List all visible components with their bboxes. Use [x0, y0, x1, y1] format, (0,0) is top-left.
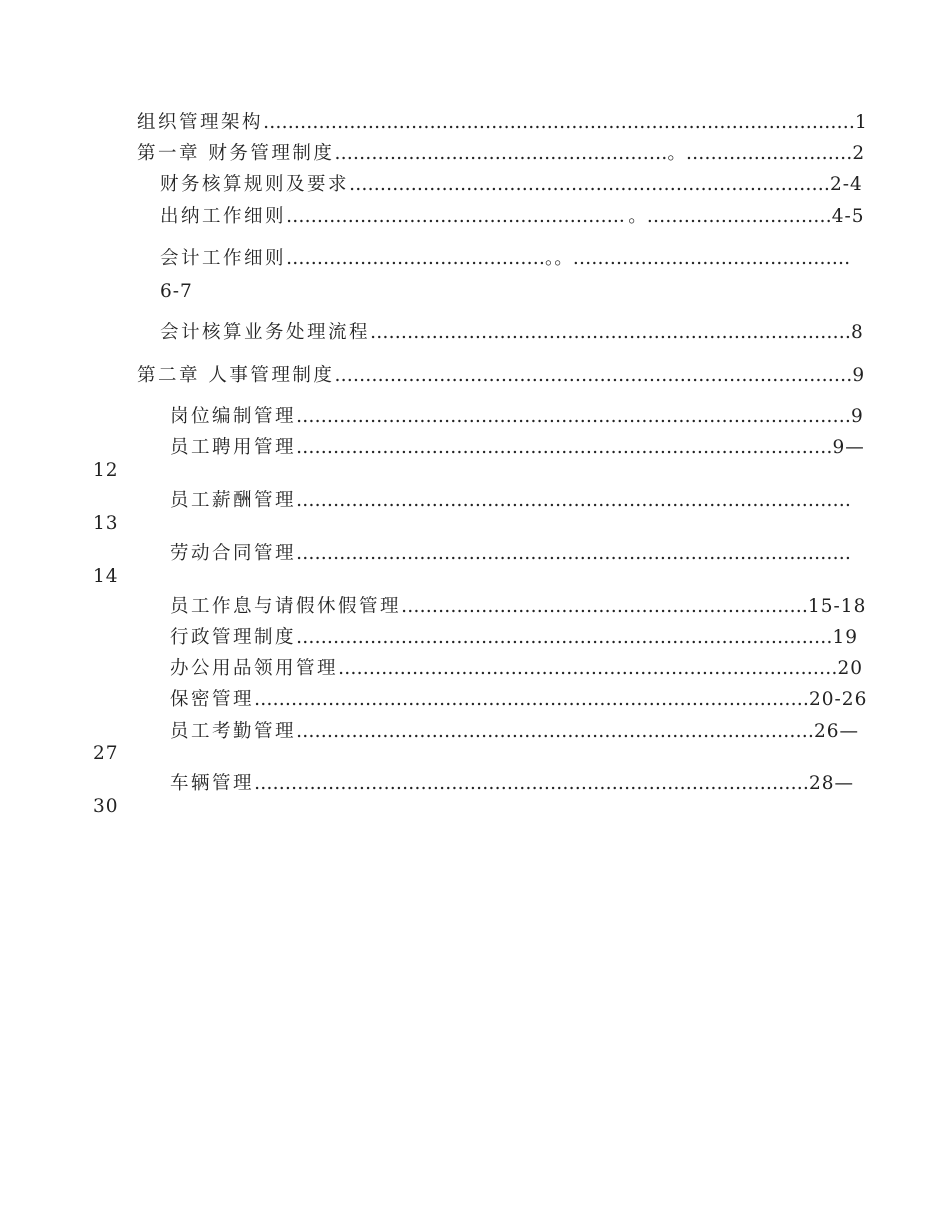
toc-entry-leader: ……………………………………………………………………………	[296, 627, 833, 648]
toc-entry-page-wrap: 27	[93, 743, 119, 764]
toc-entry-title: 会计核算业务处理流程	[160, 322, 371, 343]
toc-entry-leader: ………………………………………………………………………	[338, 658, 838, 679]
toc-entry-page: 20-26	[809, 689, 868, 710]
toc-entry-title: 员工聘用管理	[170, 437, 297, 458]
toc-entry-page-wrap: 12	[93, 460, 119, 481]
toc-entry-title: 员工薪酬管理	[170, 490, 297, 511]
toc-entry-leader: ……………………………………………………………………………………	[263, 112, 856, 133]
toc-entry-leader: …………………………………………………………………………	[334, 365, 853, 386]
toc-entry-leader: ………………………………………………………………………………	[296, 543, 852, 564]
toc-entry-title: 第一章 财务管理制度	[137, 143, 335, 164]
toc-entry-title: 第二章 人事管理制度	[137, 365, 335, 386]
toc-entry-page: 20	[837, 658, 864, 679]
toc-entry-leader: ……………………………………………………………………	[349, 174, 831, 195]
toc-entry[interactable]	[170, 543, 851, 565]
toc-entry[interactable]	[137, 112, 868, 134]
toc-entry-title: 会计工作细则	[160, 248, 287, 269]
toc-entry[interactable]	[160, 206, 865, 228]
toc-entry-title: 出纳工作细则	[160, 206, 287, 227]
toc-entry-leader: …………………………………………………………	[401, 596, 809, 617]
toc-entry[interactable]	[170, 490, 851, 512]
toc-entry-page: 1	[855, 112, 868, 133]
toc-entry[interactable]	[170, 596, 866, 618]
toc-entry-title: 办公用品领用管理	[170, 658, 339, 679]
toc-entry-page: 28—	[809, 773, 855, 794]
toc-entry-title: 保密管理	[170, 689, 255, 710]
toc-entry[interactable]	[170, 627, 858, 649]
toc-entry-page: 19	[832, 627, 859, 648]
toc-entry[interactable]	[170, 658, 863, 680]
toc-entry-page-wrap: 30	[93, 796, 119, 817]
toc-entry[interactable]	[170, 721, 859, 743]
toc-entry-page-wrap: 13	[93, 513, 119, 534]
toc-entry-leader: ………………………………………………………………………………	[254, 773, 810, 794]
toc-entry-leader: ……………………………………………………………………………	[296, 437, 833, 458]
toc-entry-leader: ………………………………………………………………………………	[254, 689, 810, 710]
toc-entry-title: 财务核算规则及要求	[160, 174, 350, 195]
toc-entry-leader: ……………………………………。。………………………………………	[286, 248, 851, 269]
toc-entry-leader: ………………………………………………………………………………	[296, 406, 852, 427]
toc-entry[interactable]	[170, 689, 867, 711]
toc-entry[interactable]	[137, 143, 865, 165]
toc-entry-page-wrap: 6-7	[160, 281, 193, 302]
toc-entry-title: 行政管理制度	[170, 627, 297, 648]
toc-entry[interactable]	[160, 174, 863, 196]
toc-entry-title: 车辆管理	[170, 773, 255, 794]
toc-entry-page: 4-5	[831, 206, 865, 227]
toc-entry[interactable]	[160, 248, 850, 270]
toc-entry-page: 15-18	[808, 596, 867, 617]
toc-entry-title: 组织管理架构	[137, 112, 264, 133]
toc-entry-leader: ……………………………………………………………………	[370, 322, 852, 343]
toc-entry-page: 8	[851, 322, 864, 343]
toc-entry-title: 员工作息与请假休假管理	[170, 596, 402, 617]
toc-entry-page: 2-4	[830, 174, 863, 195]
toc-entry[interactable]	[170, 406, 864, 428]
toc-entry[interactable]	[137, 365, 865, 387]
toc-entry[interactable]	[170, 773, 854, 795]
toc-entry-title: 劳动合同管理	[170, 543, 297, 564]
toc-entry-title: 岗位编制管理	[170, 406, 297, 427]
toc-entry-page: 26—	[814, 721, 860, 742]
toc-entry-page: 2	[852, 143, 866, 164]
toc-entry-leader: …………………………………………………………………………	[296, 721, 815, 742]
toc-entry[interactable]	[160, 322, 864, 344]
toc-entry-page: 9—	[832, 437, 865, 458]
toc-entry-leader: ………………………………………………。………………………	[334, 143, 853, 164]
toc-entry-title: 员工考勤管理	[170, 721, 297, 742]
toc-entry-page: 9	[851, 406, 864, 427]
toc-entry-leader: ………………………………………………………………………………	[296, 490, 852, 511]
toc-entry-page: 9	[852, 365, 866, 386]
toc-entry[interactable]	[170, 437, 865, 459]
toc-entry-page-wrap: 14	[93, 566, 119, 587]
toc-entry-leader: ………………………………………………．。…………………………	[286, 206, 832, 227]
